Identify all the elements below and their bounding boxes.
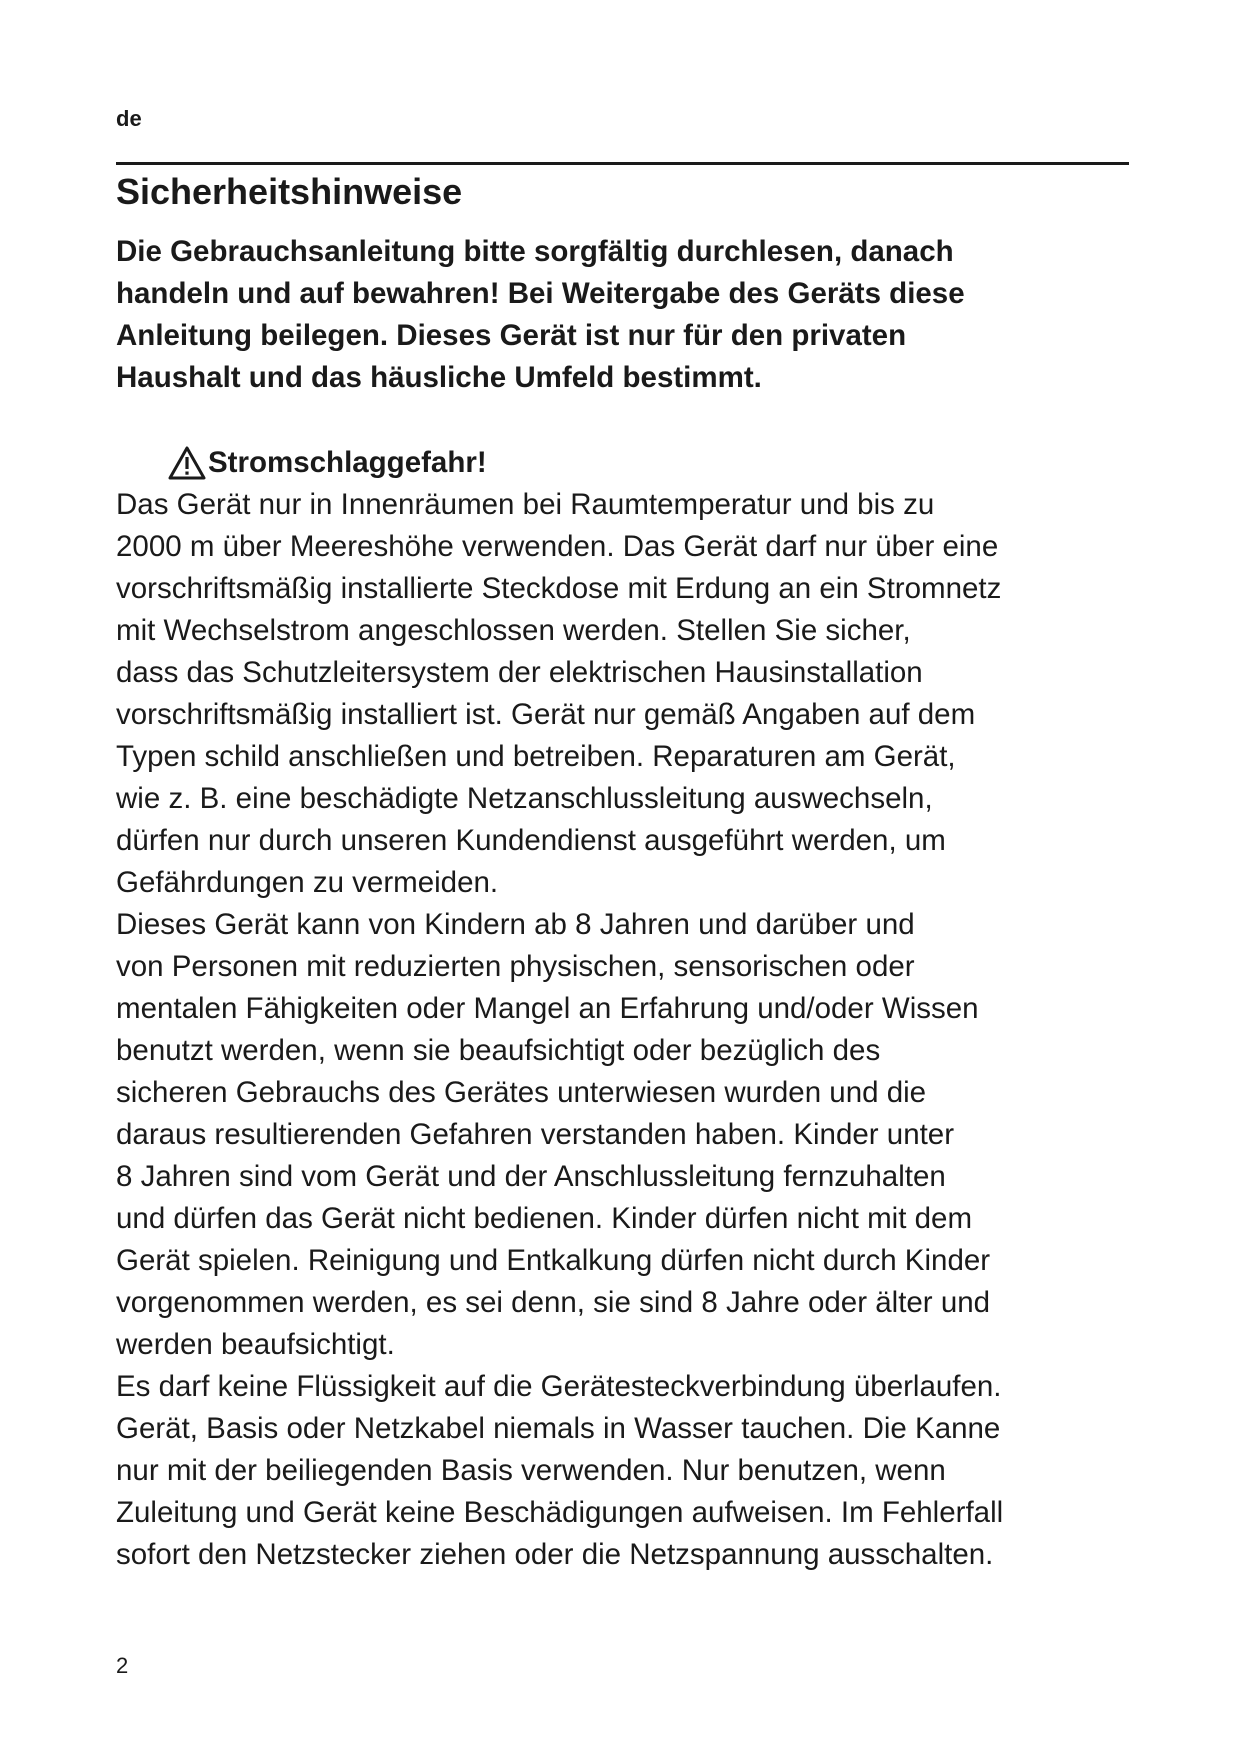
body-line: 8 Jahren sind vom Gerät und der Anschlussleitung fernzuhalten <box>116 1160 946 1193</box>
body-line: Zuleitung und Gerät keine Beschädigungen aufweisen. Im Fehlerfall <box>116 1496 1004 1529</box>
body-line: 2000 m über Meereshöhe verwenden. Das Gerät darf nur über eine <box>116 530 999 563</box>
warning-heading <box>168 442 487 484</box>
body-line: nur mit der beiliegenden Basis verwenden. Nur benutzen, wenn <box>116 1454 946 1487</box>
body-line: Gefährdungen zu vermeiden. <box>116 866 499 899</box>
body-line: vorgenommen werden, es sei denn, sie sind 8 Jahre oder älter und <box>116 1286 991 1319</box>
body-line: vorschriftsmäßig installierte Steckdose mit Erdung an ein Stromnetz <box>116 572 1002 605</box>
warning-heading-text: Stromschlaggefahr! <box>208 446 487 479</box>
section-title: Sicherheitshinweise <box>116 171 463 212</box>
page-number: 2 <box>116 1653 129 1678</box>
body-line: dürfen nur durch unseren Kundendienst ausgeführt werden, um <box>116 824 946 857</box>
body-line: mit Wechselstrom angeschlossen werden. Stellen Sie sicher, <box>116 614 911 647</box>
body-line: Typen schild anschließen und betreiben. Reparaturen am Gerät, <box>116 740 956 773</box>
body-line: wie z. B. eine beschädigte Netzanschlussleitung auswechseln, <box>116 782 933 815</box>
intro-paragraph <box>116 231 1129 399</box>
body-line: vorschriftsmäßig installiert ist. Gerät nur gemäß Angaben auf dem <box>116 698 976 731</box>
body-line: Das Gerät nur in Innenräumen bei Raumtemperatur und bis zu <box>116 488 935 521</box>
body-line: daraus resultierenden Gefahren verstanden haben. Kinder unter <box>116 1118 955 1151</box>
intro-line: Anleitung beilegen. Dieses Gerät ist nur für den privaten <box>116 319 907 352</box>
body-line: Dieses Gerät kann von Kindern ab 8 Jahren und darüber und <box>116 908 915 941</box>
body-line: von Personen mit reduzierten physischen, sensorischen oder <box>116 950 915 983</box>
body-line: Gerät, Basis oder Netzkabel niemals in Wasser tauchen. Die Kanne <box>116 1412 1001 1445</box>
body-line: sicheren Gebrauchs des Gerätes unterwiesen wurden und die <box>116 1076 927 1109</box>
body-line: Es darf keine Flüssigkeit auf die Gerätesteckverbindung überlaufen. <box>116 1370 1002 1403</box>
intro-line: handeln und auf bewahren! Bei Weitergabe des Geräts diese <box>116 277 965 310</box>
warning-triangle-icon <box>168 446 206 480</box>
header-divider <box>116 162 1129 165</box>
intro-line: Die Gebrauchsanleitung bitte sorgfältig durchlesen, danach <box>116 235 954 268</box>
intro-line: Haushalt und das häusliche Umfeld bestimmt. <box>116 361 762 394</box>
body-line: und dürfen das Gerät nicht bedienen. Kinder dürfen nicht mit dem <box>116 1202 973 1235</box>
body-line: werden beaufsichtigt. <box>116 1328 395 1361</box>
body-line: mentalen Fähigkeiten oder Mangel an Erfahrung und/oder Wissen <box>116 992 979 1025</box>
warning-body <box>116 484 1136 1576</box>
body-line: dass das Schutzleitersystem der elektrischen Hausinstallation <box>116 656 923 689</box>
body-line: benutzt werden, wenn sie beaufsichtigt oder bezüglich des <box>116 1034 881 1067</box>
language-code: de <box>116 106 142 131</box>
body-line: Gerät spielen. Reinigung und Entkalkung dürfen nicht durch Kinder <box>116 1244 991 1277</box>
body-line: sofort den Netzstecker ziehen oder die Netzspannung ausschalten. <box>116 1538 994 1571</box>
